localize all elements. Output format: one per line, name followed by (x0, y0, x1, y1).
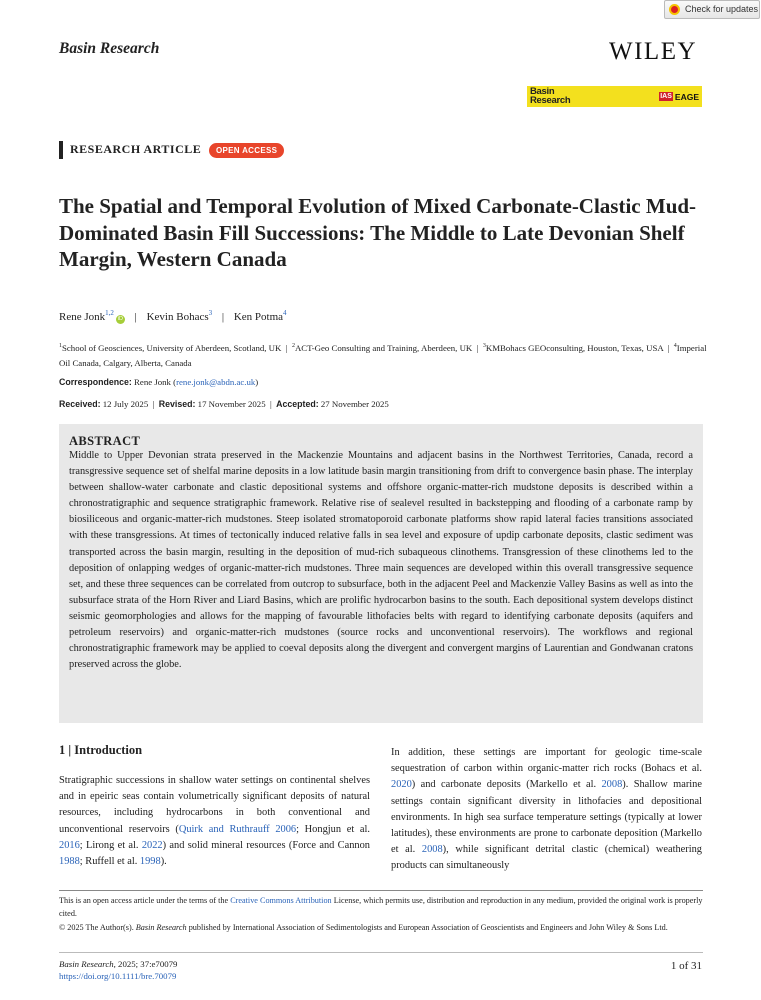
citation-link[interactable]: 2022 (141, 839, 163, 851)
open-access-badge: OPEN ACCESS (209, 143, 284, 158)
citation-link[interactable]: Quirk and Ruthrauff 2006 (178, 823, 297, 835)
citation-link[interactable]: 2016 (59, 839, 80, 851)
eage-logo: IAS EAGE (660, 91, 699, 102)
abstract-heading: ABSTRACT (69, 434, 141, 448)
doi-link[interactable]: https://doi.org/10.1111/bre.70079 (59, 971, 177, 981)
citation-link[interactable]: 1988 (59, 856, 80, 868)
body-column-left: Stratigraphic successions in shallow water settings on continental shelves and in epeiric seas contain volumetrically significant deposits of natural resources, including hydrocarbons in both conventional and unconventional reservoirs (Quirk and Ruthrauff 2006; Hongjun et al. 2016; Lirong et al. 2022) and solid mineral resources (Force and Cannon 1988; Ruffell et al. 1998). (59, 775, 370, 868)
section-heading: 1 | Introduction (59, 743, 143, 757)
author-list: Rene Jonk$^{1,2}$iD | Kevin Bohacs$^3$ | Ken Potma$^4$ (59, 309, 287, 323)
author-name[interactable]: Kevin Bohacs (146, 311, 209, 323)
crossmark-icon (669, 4, 680, 15)
abstract-text: Middle to Upper Devonian strata preserved in the Mackenzie Mountains and adjacent basins in the Northwest Territories, Canada, record a transgressive sequence set of shelfal marine deposits in a low latitude basin margin transitioning from drift to convergence basin phase. The interplay between shallow-water carbonate and clastic depositional systems and offshore organic-matter-rich mudstone deposits is described within a chronostratigraphic and sequence stratigraphic framework. Relative rise of sealevel resulted in backstepping and flooding of a carbonate ramp by biosiliceous and organic-matter-rich mudstones. Steep isolated stromatoporoid carbonate platforms show rapid lateral facies transitions associated with these transgressions. At times of tectonically induced relative falls in sea level and exposure of updip carbonate deposits, clastic sediment was transported across the basin margin, resulting in the deposition of mud-rich subaqueous clinothems. Transgression of these clinothems led to the deposition of onlapping wedges of organic-matter-rich mudstones. Three main sequences are developed within this overall transgressive sequence set, and these three sequences can be correlated from outcrop to subsurface, both in the adjacent Peel and Mackenzie Valley Basins as well as into the subsurface strata of the Horn River and Liard Basins, which are prolific hydrocarbon basins to the south. Each depositional system develops distinct seismic geomorphologies and allows for the mapping of favourable lithofacies belts with regard to identifying carbonate deposits (aquifers and petroleum reservoirs) and organic-matter-rich mudstones (source rocks and unconventional reservoirs). The workflows and regional chronostratigraphic framework may be applied to coeval deposits along the divergent and convergent margins of Laurentian and Gondwanan cratons preserved across the globe. (69, 450, 693, 671)
journal-name: Basin Research (59, 40, 160, 57)
article-type: RESEARCH ARTICLE (70, 142, 202, 156)
article-dates: Received: 12 July 2025 | Revised: 17 November 2025 | Accepted: 27 November 2025 (59, 399, 389, 409)
orcid-icon[interactable]: iD (117, 316, 123, 322)
citation-link[interactable]: 1998 (139, 856, 161, 868)
body-column-right: In addition, these settings are important for geologic time-scale sequestration of carbon within organic-matter rich rocks (Bohacs et al. 2020) and carbonate deposits (Markello et al. 2008). Shallow marine settings contain significant diversity in lithofacies and depositional environments. In high sea surface temperature settings (typically at lower latitudes), these environments are prone to carbonate deposition (Markello et al. 2008), while significant detrital clastic (chemical) weathering products can simultaneously (391, 747, 703, 872)
copyright-notice: © 2025 The Author(s). Basin Research published by International Association of Sedimentologists and European Association of Geoscientists and Engineers and John Wiley & Sons Ltd. (59, 923, 668, 932)
basin-research-logo: Basin Research (530, 86, 571, 106)
license-link[interactable]: Creative Commons Attribution (230, 896, 332, 905)
footer-divider (59, 952, 703, 953)
journal-brand-bar (527, 86, 702, 107)
check-updates-label: Check for updates (685, 4, 759, 14)
email-link[interactable]: rene.jonk@abdn.ac.uk (176, 377, 256, 387)
license-notice: This is an open access article under the terms of the Creative Commons Attribution License, which permits use, distribution and reproduction in any medium, provided the original work is properly cited. (59, 896, 703, 918)
author-name[interactable]: Rene Jonk (59, 311, 106, 323)
check-for-updates-button[interactable] (664, 0, 760, 19)
citation-link[interactable]: 2008 (421, 844, 443, 856)
page-number: 1 of 31 (670, 960, 702, 972)
affiliations: $^1$School of Geosciences, University of Aberdeen, Scotland, UK | $^2$ACT-Geo Consulting and Training, Aberdeen, UK | $^3$KMBohacs GEOconsulting, Houston, Texas, USA | $^4$Imperial Oil Canada, Calgary, Alberta, Canada (59, 343, 707, 368)
article-type-marker (59, 141, 63, 159)
footer-divider (59, 890, 703, 891)
article-title: The Spatial and Temporal Evolution of Mixed Carbonate-Clastic Mud-Dominated Basin Fill Successions: The Middle to Late Devonian Shelf Margin, Western Canada (59, 194, 697, 271)
wiley-logo: WILEY (609, 38, 698, 65)
citation-link[interactable]: 2020 (391, 779, 412, 791)
author-name[interactable]: Ken Potma (233, 311, 284, 323)
citation-line: Basin Research, 2025; 37:e70079 (59, 959, 178, 969)
citation-link[interactable]: 2008 (601, 779, 623, 791)
correspondence: Correspondence: Rene Jonk (rene.jonk@abdn.ac.uk) (59, 377, 259, 387)
